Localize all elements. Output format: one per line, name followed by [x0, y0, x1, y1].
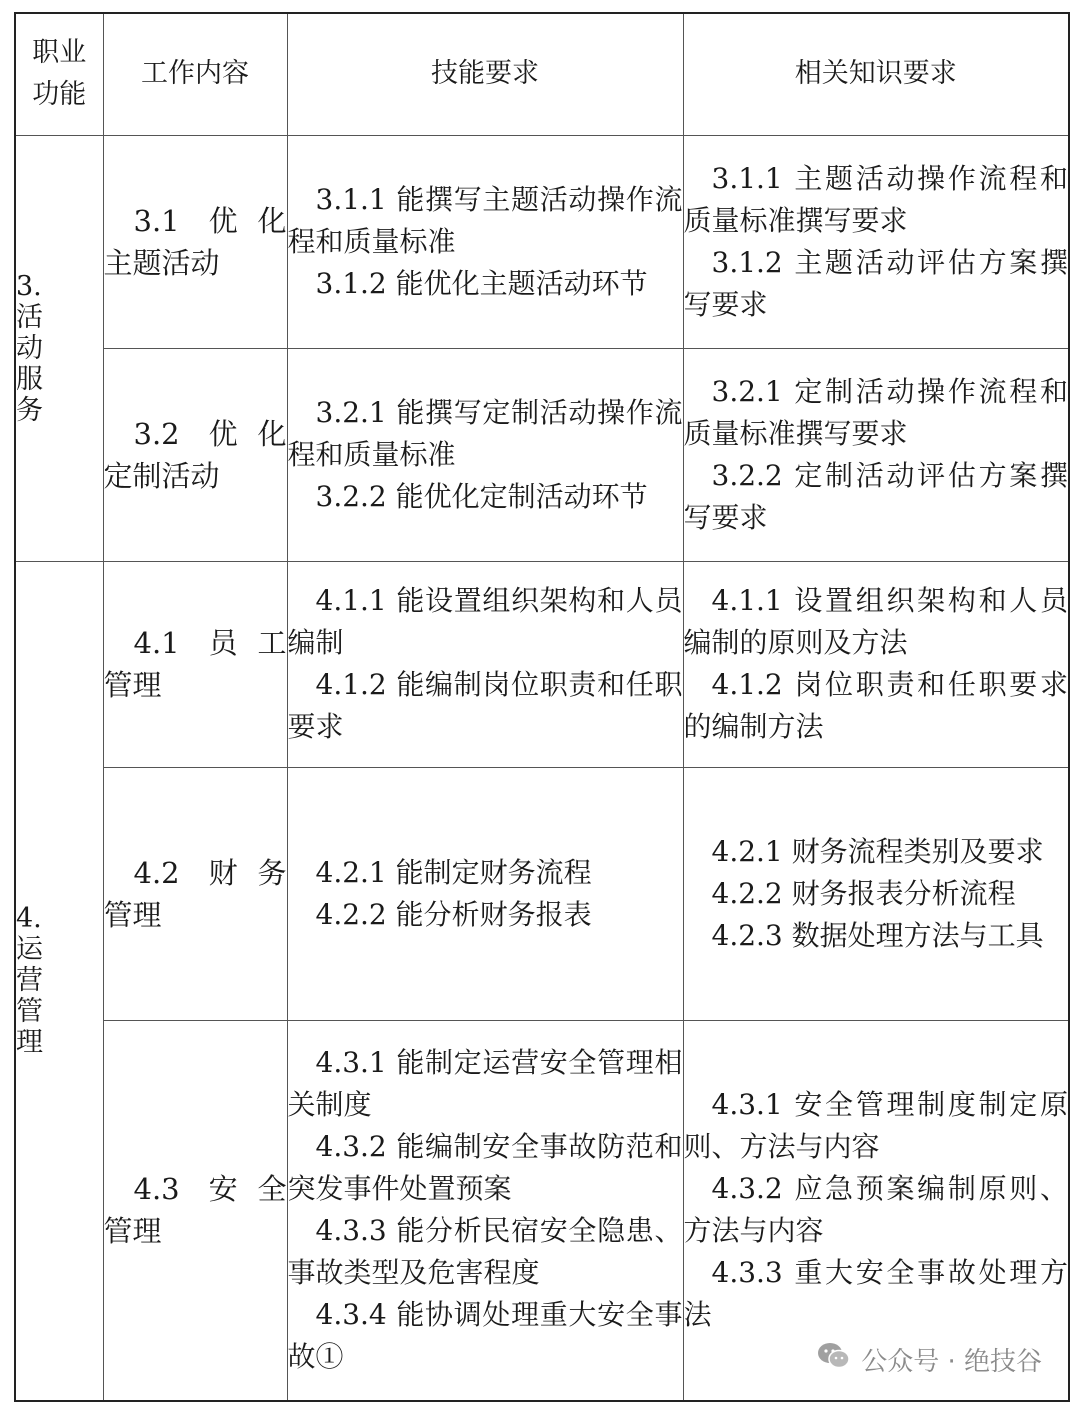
knowledge-item: 4.1.2 岗位职责和任职要求的编制方法 [683, 668, 1068, 743]
content-title: 4.3 安全 [133, 1172, 287, 1207]
content-cell [103, 767, 287, 1020]
knowledge-item: 3.1.2 主题活动评估方案撰写要求 [683, 245, 1068, 321]
knowledge-item: 4.1.1 设置组织架构和人员编制的原则及方法 [683, 584, 1068, 659]
skill-item: 4.3.4 能协调处理重大安全事故① [287, 1298, 683, 1374]
function-char: 管 [16, 996, 43, 1028]
function-char: 运 [16, 934, 43, 966]
knowledge-item: 4.2.1 财务流程类别及要求 [711, 834, 1044, 868]
content-subtitle: 管理 [103, 897, 162, 932]
function-cell-4 [15, 561, 103, 1401]
function-char: 动 [16, 332, 43, 364]
skills-cell [287, 767, 683, 1020]
knowledge-item: 4.3.2 应急预案编制原则、方法与内容 [683, 1172, 1068, 1248]
header-knowledge: 相关知识要求 [683, 13, 1069, 135]
knowledge-item: 4.3.1 安全管理制度制定原则、方法与内容 [683, 1088, 1068, 1164]
content-cell [103, 135, 287, 348]
skill-item: 4.3.2 能编制安全事故防范和突发事件处置预案 [287, 1130, 683, 1206]
watermark-text: 公众号 · 绝技谷 [861, 1347, 1042, 1377]
content-title: 4.1 员工 [133, 626, 287, 660]
content-title: 3.2 优化 [133, 416, 287, 451]
knowledge-cell [683, 561, 1069, 767]
function-number: 4. [16, 903, 42, 935]
function-char: 服 [16, 363, 43, 395]
function-cell-3 [15, 135, 103, 561]
content-subtitle: 管理 [103, 1214, 162, 1249]
content-title: 4.2 财务 [133, 855, 287, 890]
table-row [15, 348, 1069, 561]
knowledge-item: 3.1.1 主题活动操作流程和质量标准撰写要求 [683, 161, 1068, 237]
knowledge-cell [683, 348, 1069, 561]
header-function-text: 职业功能 [32, 37, 87, 111]
skill-item: 4.2.2 能分析财务报表 [315, 897, 592, 931]
watermark [817, 1341, 1042, 1378]
header-function [15, 13, 103, 135]
skill-item: 3.2.2 能优化定制活动环节 [315, 479, 648, 513]
skill-item: 4.3.1 能制定运营安全管理相关制度 [287, 1046, 683, 1122]
skills-cell [287, 348, 683, 561]
content-subtitle: 主题活动 [103, 245, 220, 280]
content-cell [103, 561, 287, 767]
table-row [15, 561, 1069, 767]
function-char: 理 [16, 1027, 43, 1059]
header-row [15, 13, 1069, 135]
table-row [15, 767, 1069, 1020]
knowledge-cell [683, 767, 1069, 1020]
requirements-table [14, 12, 1070, 1402]
table-row [15, 135, 1069, 348]
skill-item: 3.1.1 能撰写主题活动操作流程和质量标准 [287, 182, 683, 258]
knowledge-item: 3.2.1 定制活动操作流程和质量标准撰写要求 [683, 374, 1068, 450]
knowledge-item: 4.2.3 数据处理方法与工具 [711, 918, 1044, 952]
function-char: 务 [16, 394, 43, 426]
content-subtitle: 定制活动 [103, 458, 220, 493]
knowledge-item: 4.2.2 财务报表分析流程 [711, 876, 1016, 910]
skill-item: 4.1.1 能设置组织架构和人员编制 [287, 584, 683, 659]
knowledge-item: 3.2.2 定制活动评估方案撰写要求 [683, 458, 1068, 534]
content-subtitle: 管理 [103, 668, 162, 702]
function-number: 3. [16, 270, 42, 302]
skills-cell [287, 135, 683, 348]
header-skills: 技能要求 [287, 13, 683, 135]
knowledge-cell [683, 135, 1069, 348]
content-cell [103, 1020, 287, 1401]
knowledge-item: 4.3.3 重大安全事故处理方法 [683, 1256, 1068, 1332]
skill-item: 4.2.1 能制定财务流程 [315, 855, 592, 889]
skill-item: 3.2.1 能撰写定制活动操作流程和质量标准 [287, 395, 683, 471]
skills-cell [287, 1020, 683, 1401]
header-content: 工作内容 [103, 13, 287, 135]
function-char: 活 [16, 301, 43, 333]
content-title: 3.1 优化 [133, 203, 287, 238]
content-cell [103, 348, 287, 561]
skill-item: 4.3.3 能分析民宿安全隐患、事故类型及危害程度 [287, 1214, 683, 1290]
skills-cell [287, 561, 683, 767]
skill-item: 4.1.2 能编制岗位职责和任职要求 [287, 668, 683, 743]
wechat-icon [817, 1341, 861, 1378]
function-char: 营 [16, 965, 43, 997]
skill-item: 3.1.2 能优化主题活动环节 [315, 266, 648, 300]
